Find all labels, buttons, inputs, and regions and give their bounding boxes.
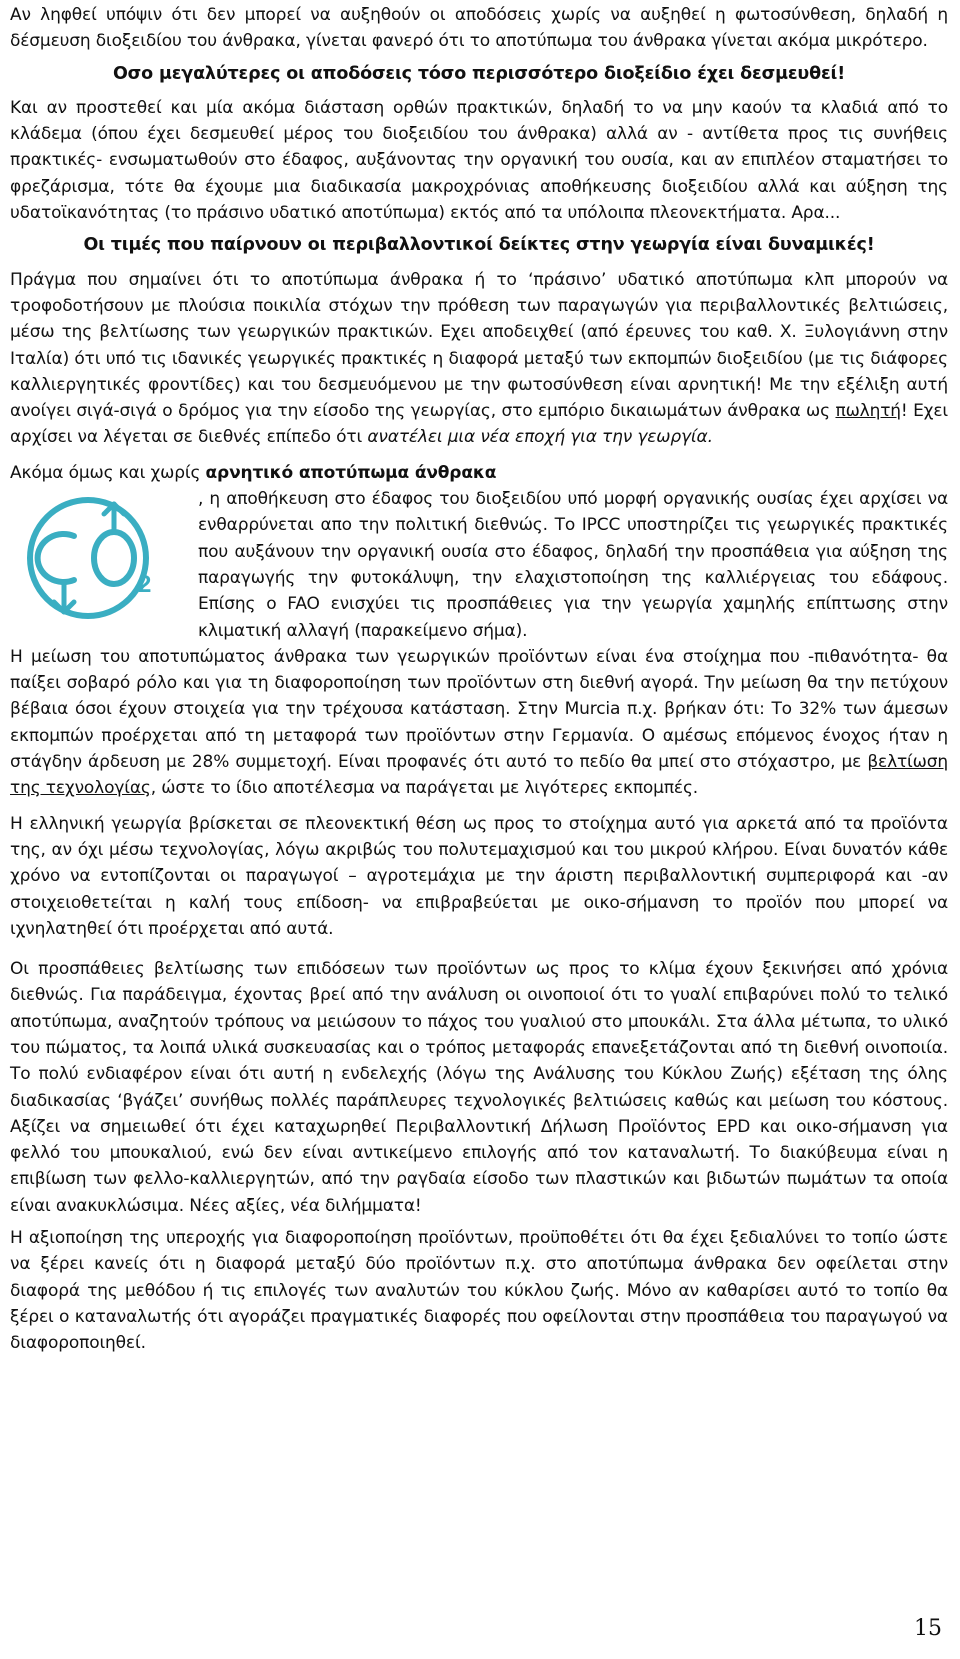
- heading-yield-emphasis: Οσο μεγαλύτερες οι αποδόσεις τόσο περισσότερο διοξείδιο έχει δεσμευθεί!: [112, 63, 846, 84]
- text-span: Ακόμα όμως και χωρίς: [10, 462, 206, 483]
- paragraph-greek-agriculture: Η ελληνική γεωργία βρίσκεται σε πλεονεκτική θέση ως προς το στοίχημα αυτό για αρκετά από τα προϊόντα της, αν όχι μέσω τεχνολογίας, λόγω ακριβώς του πολυτεμαχισμού και του μικρού κλήρου. Είναι δυνατόν κάθε χρόνο να εντοπίζονται οι παραγωγοί – αγροτεμάχια με την άριστη περιβαλλοντική συμπεριφορά και -αν στοιχειοθετείται η καλή τους επίδοση- να επιβραβεύεται με οικο-σήμανση το προϊόν που μπορεί να ιχνηλατηθεί ότι προέρχεται από αυτά.: [10, 813, 948, 939]
- co2-subscript: 2: [138, 571, 152, 599]
- paragraph-soil-storage-intro: [10, 460, 948, 486]
- paragraph-carbon-trading: [10, 267, 948, 451]
- underlined-seller: πωλητή: [835, 401, 901, 422]
- paragraph-carbon-yield: Αν ληφθεί υπόψιν ότι δεν μπορεί να αυξηθούν οι αποδόσεις χωρίς να αυξηθεί η φωτοσύνθεση, δηλαδή η δέσμευση διοξειδίου του άνθρακα, γίνεται φανερό ότι το αποτύπωμα του άνθρακα γίνεται ακόμα μικρότερο.: [10, 5, 948, 52]
- bold-negative-footprint: αρνητικό αποτύπωμα άνθρακα: [205, 462, 497, 483]
- paragraph-soil-storage-body: , η αποθήκευση στο έδαφος του διοξειδίου υπό μορφή οργανικής ουσίας έχει αρχίσει να ενθαρρύνεται απο την πολιτική διεθνώς. Το IPCC υποστηρίζει τις γεωργικές πρακτικές που αυξάνουν την οργανική ουσία στο έδαφος, δηλαδή την προσπάθεια για αύξηση της παραγωγής την φυτοκάλυψη, την ελαχιστοποίηση της καλλιέργειας του εδάφους. Επίσης ο FAO ενισχύει τις προσπάθειες για την γεωργία χαμηλής επίπτωσης στην κλιματική αλλαγή (παρακείμενο σήμα).: [198, 489, 948, 641]
- heading-dynamic-indicators: Οι τιμές που παίρνουν οι περιβαλλοντικοί δείκτες στην γεωργία είναι δυναμικές!: [83, 235, 875, 256]
- paragraph-wine-example: Οι προσπάθειες βελτίωσης των επιδόσεων των προϊόντων ως προς το κλίμα έχουν ξεκινήσει από χρόνια διεθνώς. Για παράδειγμα, έχοντας βρεί από την ανάλυση οι οινοποιοί ότι το γυαλί επιβαρύνει πολύ το τελικό αποτύπωμα, αναζητούν τρόπους να μειώσουν το πάχος του γυαλιού στο μπουκάλι. Στα άλλα μέτωπα, το υλικό του πώματος, τα λοιπά υλικά συσκευασίας και ο τρόπος μεταφοράς επανεξετάζονται από τη διεθνή οινοποιία. Το πολύ ενδιαφέρον είναι ότι αυτή η ενδελεχής (λόγω της Ανάλυσης του Κύκλου Ζωής) εξέταση της όλης διαδικασίας ‘βγάζει’ συνήθως πολλές παράπλευρες τεχνολογικές βελτιώσεις καθώς και μείωση του κόστους. Αξίζει να σημειωθεί ότι έχει καταχωρηθεί Περιβαλλοντική Δήλωση Προϊόντος EPD και οικο-σήμανση για φελλό του μπουκαλιού, ενώ δεν είναι αντικείμενο επιλογής από τον καταναλωτή. Το διακύβευμα είναι η επιβίωση των φελλο-καλλιεργητών, από την ραγδαία είσοδο των πλαστικών και βιδωτών πωμάτων τα οποία είναι ανακυκλώσιμα. Νέες αξίες, νέα διλήμματα!: [10, 959, 948, 1216]
- italic-new-era: ανατέλει μια νέα εποχή για την γεωργία.: [367, 427, 713, 448]
- paragraph-differentiation: Η αξιοποίηση της υπεροχής για διαφοροποίηση προϊόντων, προϋποθέτει ότι θα έχει ξεδιαλύνει το τοπίο ώστε να ξέρει κανείς ότι η διαφορά μεταξύ δύο προϊόντων π.χ. στο αποτύπωμα άνθρακα δεν οφείλεται στην διαφορά της μεθόδου ή τις επιλογές των αναλυτών του κύκλου ζωής. Μόνο αν καθαρίσει αυτό το τοπίο θα ξέρει ο καταναλωτής ότι αγοράζει πραγματικές διαφορές που οφείλονται στην προσπάθεια του παραγωγού να διαφοροποιηθεί.: [10, 1228, 948, 1354]
- page-number: 15: [914, 1616, 942, 1641]
- text-span: Πράγμα που σημαίνει ότι το αποτύπωμα άνθρακα ή το ‘πράσινο’ υδατικό αποτύπωμα κλπ μπορούν να τροφοδοτήσουν με πλούσια ποικιλία στόχων την πρόθεση των παραγωγών για περιβαλλοντικές βελτιώσεις, μέσω της βελτίωσης των γεωργικών πρακτικών. Εχει αποδειχθεί (από έρευνες του καθ. Χ. Ξυλογιάννη στην Ιταλία) ότι υπό τις ιδανικές γεωργικές πρακτικές η διαφορά μεταξύ των εκπομπών διοξειδίου (με τις διάφορες καλλιεργητικές φροντίδες) και του δεσμευόμενου με την φωτοσύνθεση είναι αρνητική! Με την εξέλιξη αυτή ανοίγει σιγά-σιγά ο δρόμος για την είσοδο της γεωργίας, στο εμπόριο δικαιωμάτων άνθρακα ως: [10, 269, 948, 422]
- document-body: [10, 2, 948, 1357]
- paragraph-soil-storage: [10, 460, 948, 644]
- co2-logo-icon: [24, 496, 174, 620]
- paragraph-good-practices: Και αν προστεθεί και μία ακόμα διάσταση ορθών πρακτικών, δηλαδή το να μην καούν τα κλαδιά από το κλάδεμα (όπου έχει δεσμευθεί μέρος του διοξειδίου του άνθρακα) αλλά αν - αντίθετα προς τις συνήθεις πρακτικές- ενσωματωθούν στο έδαφος, αυξάνοντας την οργανική του ουσία, και αν επιπλέον σταματήσει το φρεζάρισμα, τότε θα έχουμε μια διαδικασία μακροχρόνιας αποθήκευσης διοξειδίου αλλά και αύξηση της υδατοϊκανότητας (το πράσινο υδατικό αποτύπωμα) εκτός από τα υπόλοιπα πλεονεκτήματα. Αρα...: [10, 97, 948, 224]
- text-span: Η μείωση του αποτυπώματος άνθρακα των γεωργικών προϊόντων είναι ένα στοίχημα που -πιθανότητα- θα παίξει σοβαρό ρόλο και για τη διαφοροποίηση των προϊόντων στη διεθνή αγορά. Την μείωση θα την πετύχουν βέβαια όσοι έχουν στοιχεία για την τρέχουσα κατάσταση. Στην Murcia π.χ. βρήκαν ότι: Το 32% των άμεσων εκπομπών προέρχεται από τη μεταφορά των προϊόντων στην Γερμανία. Ο αμέσως επόμενος ένοχος ήταν η στάγδην άρδευση με 28% συμμετοχή. Είναι προφανές ότι αυτό το πεδίο θα μπεί στο στόχαστρο, με: [10, 646, 948, 773]
- paragraph-footprint-reduction: [10, 644, 948, 802]
- underlined-technology: βελτίωση της τεχνολογίας: [10, 752, 948, 799]
- text-span: , ώστε το ίδιο αποτέλεσμα να παράγεται με λιγότερες εκπομπές.: [150, 778, 699, 799]
- text-span: ! Εχει αρχίσει να λέγεται σε διεθνές επίπεδο ότι: [10, 401, 948, 448]
